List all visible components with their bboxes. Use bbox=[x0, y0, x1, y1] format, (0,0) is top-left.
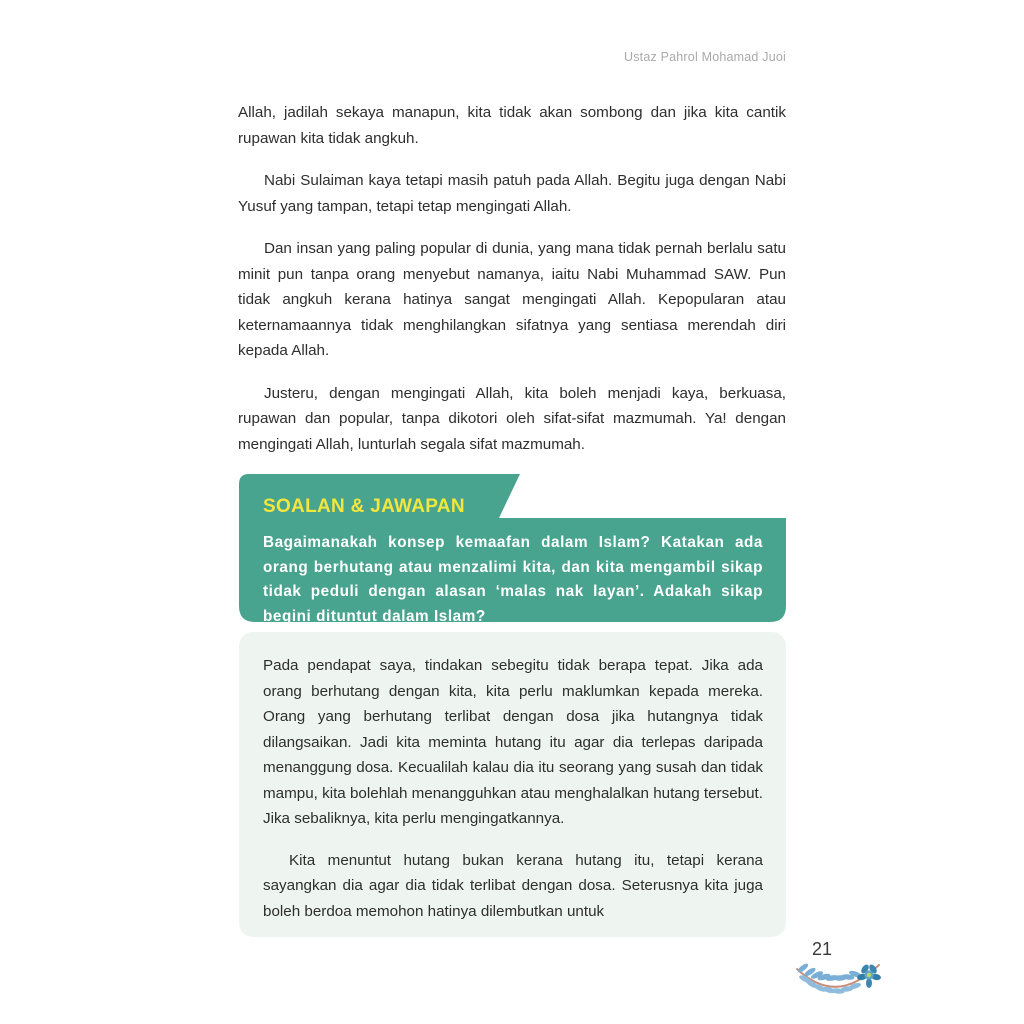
body-paragraph: Dan insan yang paling popular di dunia, yang mana tidak pernah berlalu satu minit pun tanpa orang menyebut namanya, iaitu Nabi Muhammad SAW. Pun tidak angkuh kerana hatinya sangat mengingati Allah. Kepopularan atau keternamaannya tidak menghilangkan sifatnya yang sentiasa merendah diri kepada Allah. bbox=[238, 240, 786, 359]
body-paragraph: Allah, jadilah sekaya manapun, kita tidak akan sombong dan jika kita cantik rupawan kita tidak angkuh. bbox=[238, 104, 786, 147]
body-paragraph: Justeru, dengan mengingati Allah, kita boleh menjadi kaya, berkuasa, rupawan dan popular, tanpa dikotori oleh sifat-sifat mazmumah. Ya! dengan mengingati Allah, lunturlah segala sifat mazmumah. bbox=[238, 384, 786, 453]
answer-text bbox=[263, 653, 763, 940]
body-column bbox=[238, 100, 786, 474]
qa-question-text: Bagaimanakah konsep kemaafan dalam Islam? Katakan ada orang berhutang atau menzalimi kita, dan kita mengambil sikap tidak peduli dengan alasan ‘malas nak layan’. Adakah sikap begini dituntut dalam Islam? bbox=[263, 534, 763, 625]
qa-title: SOALAN & JAWAPAN bbox=[263, 496, 465, 517]
qa-banner bbox=[239, 474, 786, 636]
page-number: 21 bbox=[812, 939, 833, 959]
body-paragraph: Nabi Sulaiman kaya tetapi masih patuh pada Allah. Begitu juga dengan Nabi Yusuf yang tampan, tetapi tetap mengingati Allah. bbox=[238, 172, 786, 215]
leaf-branch-flower-icon bbox=[793, 955, 889, 1001]
answer-paragraph: Kita menuntut hutang bukan kerana hutang itu, tetapi kerana sayangkan dia agar dia tidak terlibat dengan dosa. Seterusnya kita juga boleh berdoa memohon hatinya dilembutkan untuk bbox=[263, 851, 763, 920]
running-header: Ustaz Pahrol Mohamad Juoi bbox=[623, 50, 786, 64]
answer-paragraph: Pada pendapat saya, tindakan sebegitu tidak berapa tepat. Jika ada orang berhutang dengan kita, kita perlu maklumkan kepada mereka. Orang yang berhutang terlibat dengan dosa jika hutangnya tidak dilangsaikan. Jadi kita meminta hutang itu agar dia terlepas daripada menanggung dosa. Kecualilah kalau dia itu seorang yang susah dan tidak mampu, kita bolehlah menangguhkan atau menghalalkan hutang tersebut. Jika sebaliknya, kita perlu mengingatkannya. bbox=[263, 657, 763, 827]
